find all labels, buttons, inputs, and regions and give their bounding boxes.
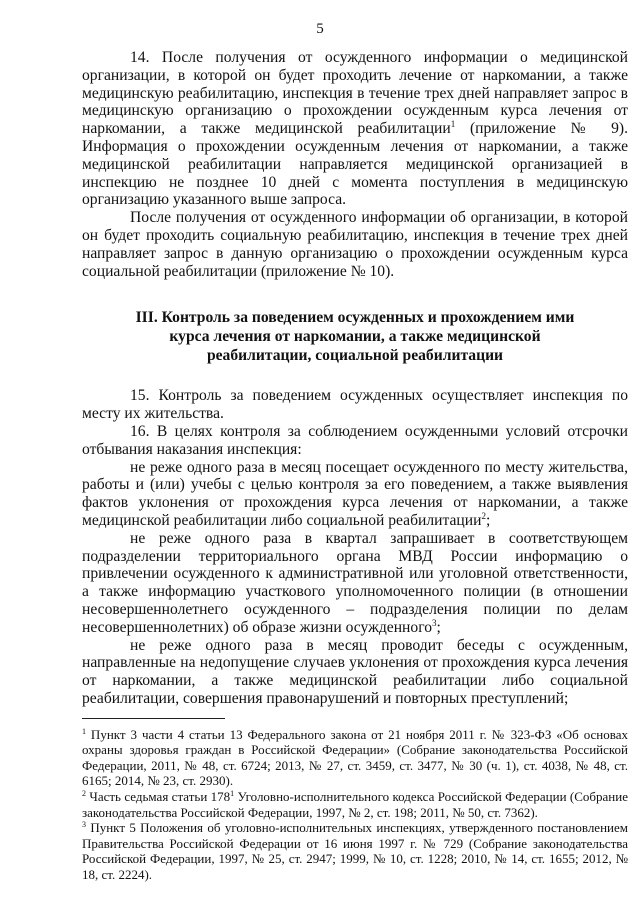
text: не реже одного раза в месяц посещает осужденного по месту жительства, работы и (или) учебы с целью контроля за его поведением, а также выявления фактов уклонения от прохождения курса лечения от наркомании, а также медицинской реабилитации либо социальной реабилитации	[82, 458, 628, 529]
footnote-ref-1[interactable]: 1	[450, 119, 456, 130]
text: ;	[436, 618, 441, 636]
footnote-3	[82, 820, 628, 882]
paragraph-16-visits	[82, 459, 628, 530]
text: Пункт 3 части 4 статьи 13 Федерального закона от 21 ноября 2011 г. № 323-ФЗ «Об основах охраны здоровья граждан в Российской Федерации» (Собрание законодательства Российской Федерации, 2011, № 48, ст. 6724; 2013, № 27, ст. 3459, ст. 3477, № 30 (ч. 1), ст. 4038, № 48, ст. 6165; 2014, № 23, ст. 2930).	[82, 726, 628, 789]
article-sup: 1	[230, 789, 235, 799]
text: Пункт 5 Положения об уголовно-исполнительных инспекциях, утвержденного постановлением Правительства Российской Федерации от 16 июня 1997 г. № 729 (Собрание законодательства Российской Федерации, 1997, № 25, ст. 2947; 1999, № 10, ст. 1228; 2010, № 14, ст. 1655; 2012, № 18, ст. 2224).	[82, 820, 628, 883]
body-bottom	[82, 387, 628, 707]
page-number: 5	[316, 21, 324, 37]
text: Уголовно-исполнительного кодекса Российской Федерации (Собрание законодательства Российской Федерации, 1997, № 2, ст. 198; 2011, № 50, ст. 7362).	[82, 789, 628, 820]
text: не реже одного раза в квартал запрашивает в соответствующем подразделении территориального органа МВД России информацию о привлечении осужденного к административной или уголовной ответственности, а также информацию участкового уполномоченного полиции (в отношении несовершеннолетнего осужденного – подразделения полиции по делам несовершеннолетних) об образе жизни осужденного	[82, 529, 628, 636]
footnotes	[82, 727, 628, 883]
paragraph-16-talks: не реже одного раза в месяц проводит беседы с осужденным, направленные на недопущение случаев уклонения от прохождения курса лечения от наркомании, а также медицинской реабилитации либо социальной реабилитации, совершения правонарушений и повторных преступлений;	[82, 636, 628, 707]
text: ;	[485, 511, 491, 529]
footnote-ref-3[interactable]: 3	[432, 617, 437, 628]
paragraph-14-social: После получения от осужденного информации об организации, в которой он будет проходить социальную реабилитацию, инспекция в течение трех дней направляет запрос в данную организацию о прохождении осужденным курса социальной реабилитации (приложение № 10).	[82, 209, 628, 280]
paragraph-16: 16. В целях контроля за соблюдением осужденными условий отсрочки отбывания наказания инспекция:	[82, 422, 628, 458]
footnote-2	[82, 789, 628, 820]
footnote-mark: 3	[82, 820, 86, 830]
paragraph-16-requests	[82, 530, 628, 637]
footnote-ref-2[interactable]: 2	[481, 510, 486, 521]
text: Часть седьмая статьи 178	[86, 789, 231, 805]
footnote-separator	[82, 718, 225, 719]
footnote-mark: 2	[82, 789, 86, 799]
text: 14. После получения от осужденного информации о медицинской организации, в которой он будет проходить лечение от наркомании, а также медицинскую реабилитацию, инспекция в течение трех дней направляет запрос в медицинскую организацию о прохождении осужденным курса лечения от наркомании, а также медицинской реабилитации	[82, 49, 628, 138]
text: (приложение № 9). Информация о прохождении осужденным лечения от наркомании, а также медицинской реабилитации направляется медицинской организацией в инспекцию не позднее 10 дней с момента поступления в медицинскую организацию указанного выше запроса.	[82, 120, 628, 209]
section-heading: III. Контроль за поведением осужденных и прохождением ими курса лечения от наркомании, а также медицинской реабилитации, социальной реабилитации	[135, 309, 575, 365]
body-top	[82, 49, 628, 280]
footnote-mark: 1	[82, 726, 86, 736]
footnote-1	[82, 727, 628, 789]
paragraph-14	[82, 49, 628, 209]
paragraph-15: 15. Контроль за поведением осужденных осуществляет инспекция по месту их жительства.	[82, 387, 628, 423]
